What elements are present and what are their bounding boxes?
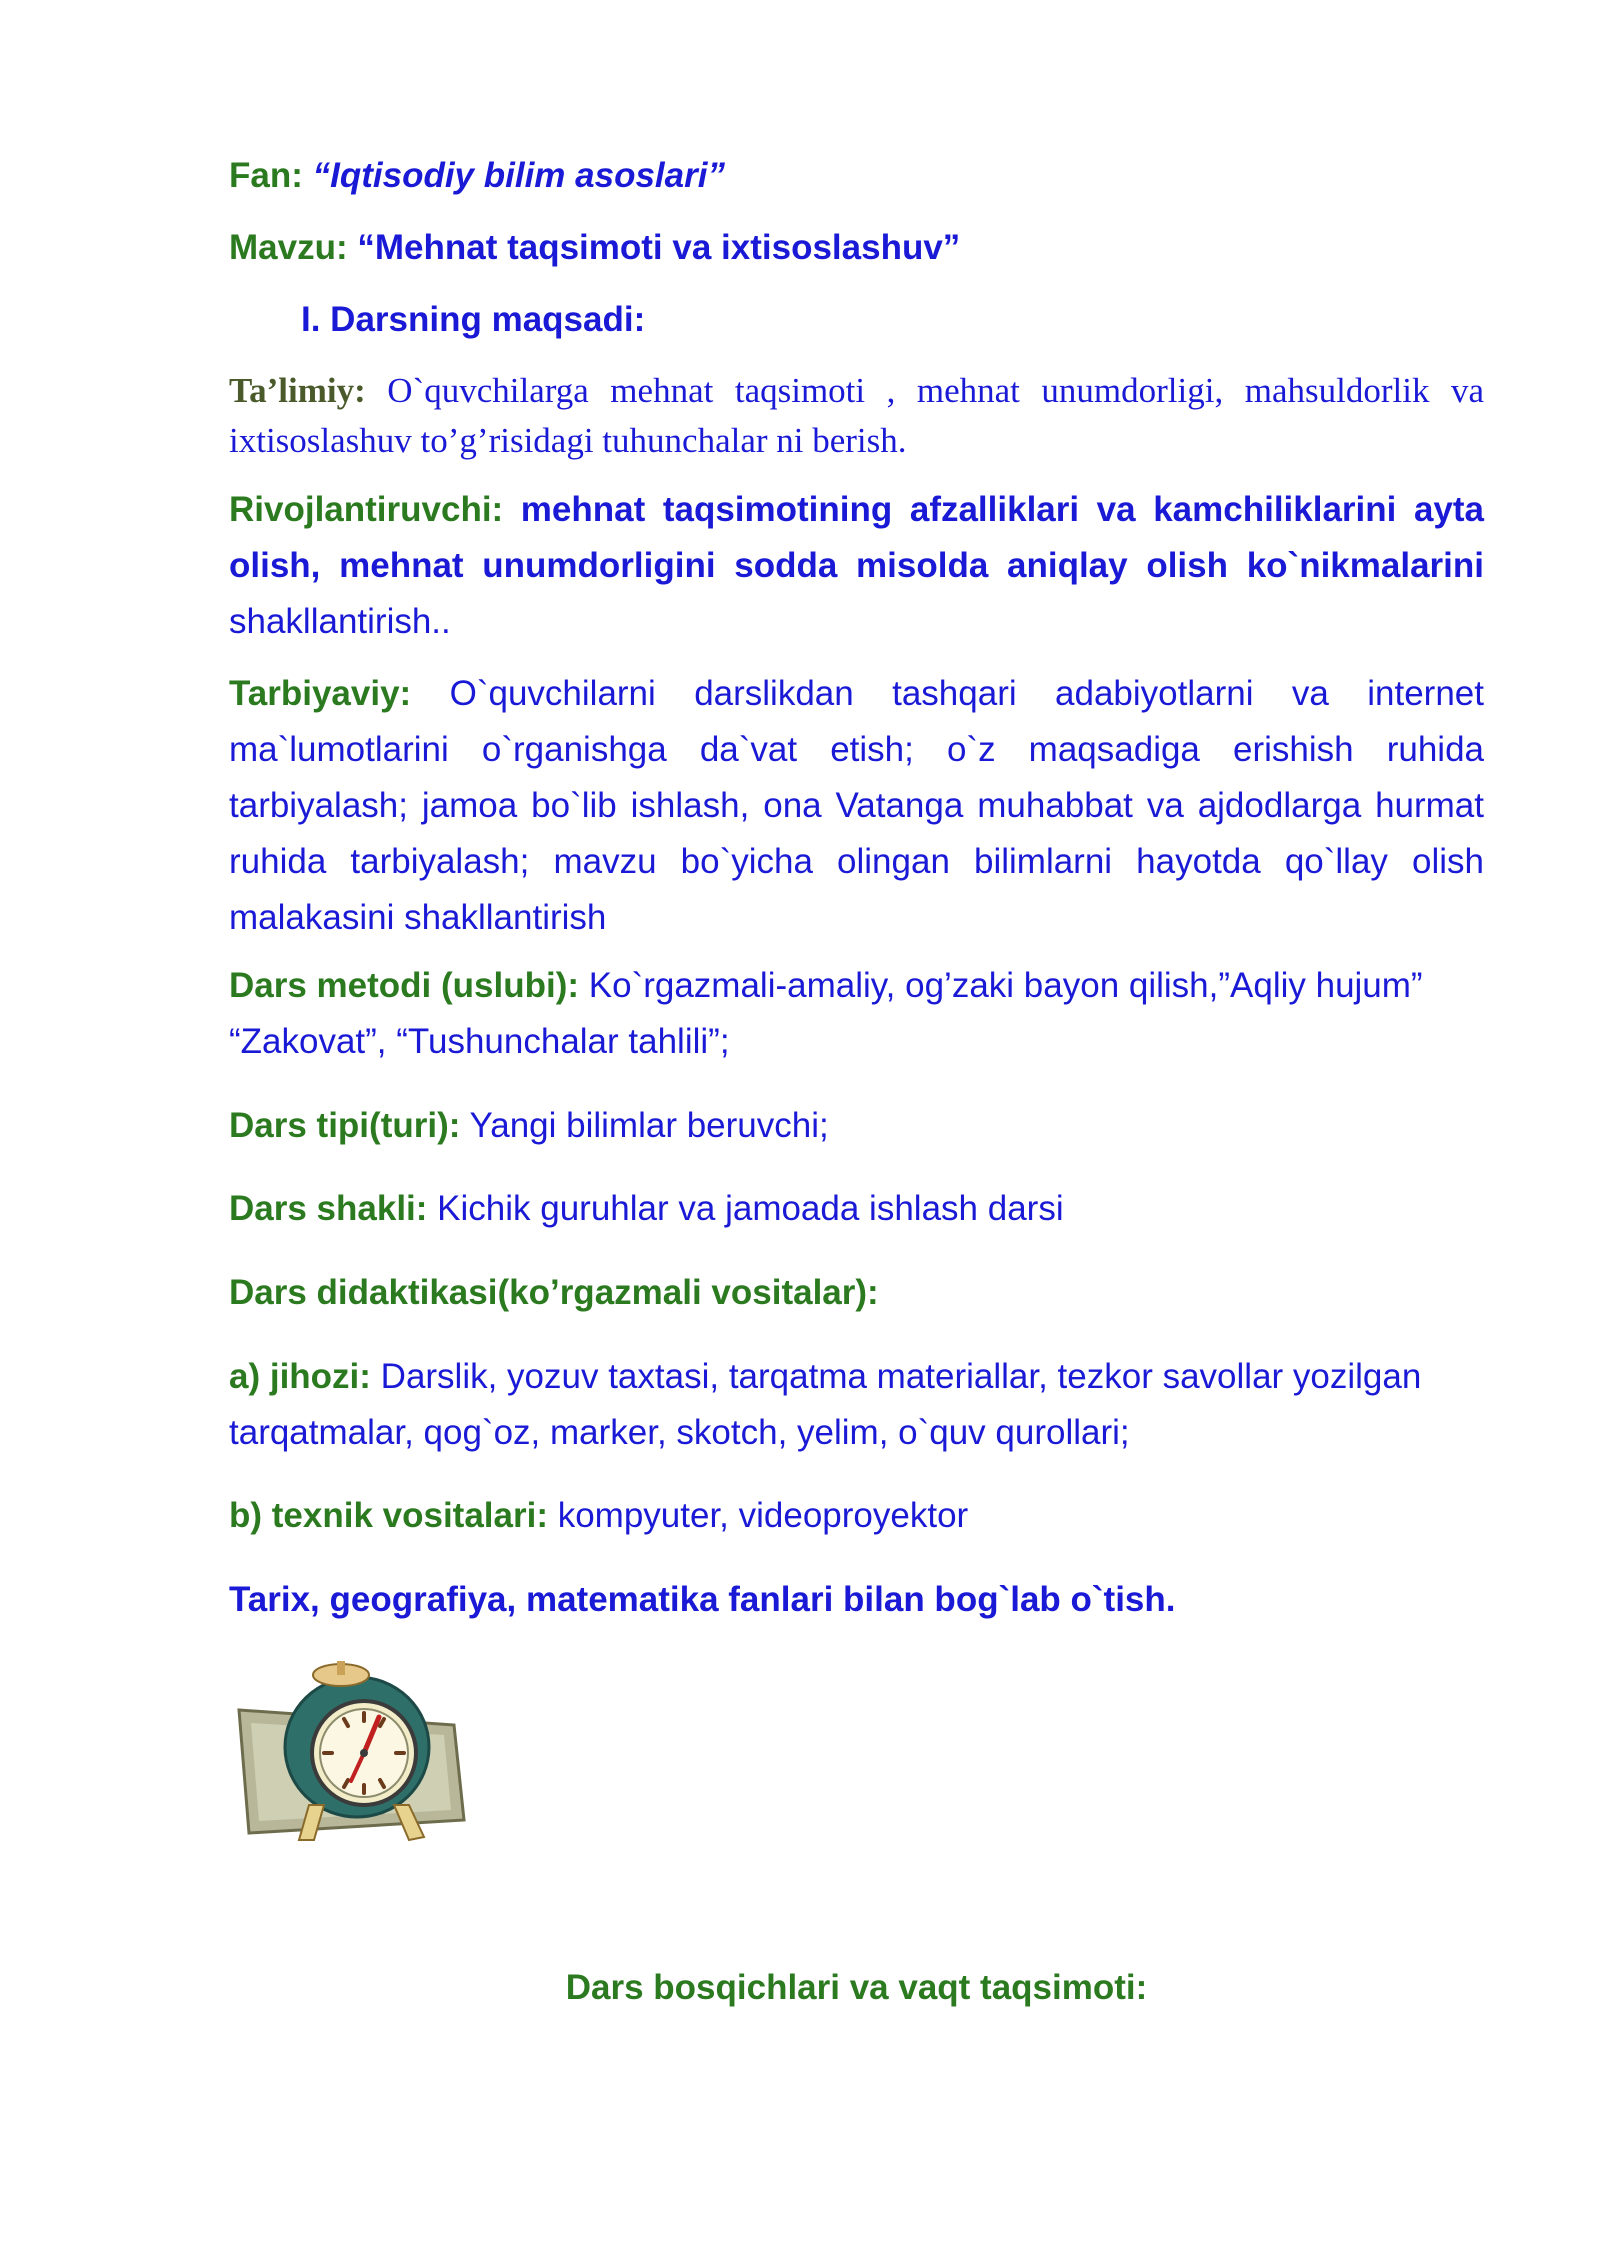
texnik-label: b) texnik vositalari: (229, 1496, 548, 1535)
mavzu-label: Mavzu: (229, 228, 348, 267)
fan-value: “Iqtisodiy bilim asoslari” (312, 156, 725, 195)
dars-tipi-label: Dars tipi(turi): (229, 1106, 461, 1145)
dars-metodi-text: Ko`rgazmali-amaliy, og’zaki bayon qilish,”Aqliy hujum” “Zakovat”, “Tushunchalar tahlili”; (229, 966, 1423, 1061)
jihozi-text: Darslik, yozuv taxtasi, tarqatma materiallar, tezkor savollar yozilgan tarqatmalar, qog`oz, marker, skotch, yelim, o`quv qurollari; (229, 1357, 1422, 1452)
dars-shakli-label: Dars shakli: (229, 1189, 428, 1228)
dars-tipi-line (229, 1098, 1484, 1154)
jihozi-label: a) jihozi: (229, 1357, 371, 1396)
talimiy-paragraph (229, 366, 1484, 466)
talimiy-label: Ta’limiy: (229, 371, 366, 410)
section-heading: I. Darsning maqsadi: (301, 300, 646, 339)
jihozi-paragraph (229, 1349, 1484, 1461)
fan-line (229, 148, 1484, 204)
dars-metodi-label: Dars metodi (uslubi): (229, 966, 580, 1005)
rivojlantiruvchi-paragraph (229, 482, 1484, 650)
bog-lab-line: Tarix, geografiya, matematika fanlari bilan bog`lab o`tish. (229, 1580, 1176, 1619)
dars-shakli-text: Kichik guruhlar va jamoada ishlash darsi (427, 1189, 1064, 1228)
dars-shakli-line (229, 1181, 1484, 1237)
rivojlantiruvchi-text: shakllantirish.. (229, 602, 451, 641)
alarm-clock-icon (229, 1655, 474, 1850)
tarbiyaviy-label: Tarbiyaviy: (229, 674, 412, 713)
tarbiyaviy-text: O`quvchilarni darslikdan tashqari adabiyotlarni va internet ma`lumotlarini o`rganishga da`vat etish; o`z maqsadiga erishish ruhida tarbiyalash; jamoa bo`lib ishlash, ona Vatanga muhabbat va ajdodlarga hurmat ruhida tarbiyalash; mavzu bo`yicha olingan bilimlarni hayotda qo`llay olish malakasini shakllantirish (229, 674, 1484, 937)
rivojlantiruvchi-text-bold: mehnat taqsimotining afzalliklari va kamchiliklarini ayta olish, mehnat unumdorligini sodda misolda aniqlay olish ko`nikmalarini (229, 490, 1484, 585)
mavzu-line (229, 220, 1484, 276)
bottom-heading: Dars bosqichlari va vaqt taqsimoti: (565, 1968, 1148, 2007)
fan-label: Fan: (229, 156, 303, 195)
dars-tipi-text: Yangi bilimlar beruvchi; (460, 1106, 829, 1145)
dars-didaktikasi-heading: Dars didaktikasi(ko’rgazmali vositalar): (229, 1273, 879, 1312)
texnik-line (229, 1488, 1484, 1544)
talimiy-text: O`quvchilarga mehnat taqsimoti , mehnat unumdorligi, mahsuldorlik va ixtisoslashuv to’g’risidagi tuhunchalar ni berish. (229, 371, 1484, 460)
rivojlantiruvchi-label: Rivojlantiruvchi: (229, 490, 504, 529)
dars-metodi-paragraph (229, 958, 1484, 1070)
mavzu-value: “Mehnat taqsimoti va ixtisoslashuv” (357, 228, 961, 267)
tarbiyaviy-paragraph (229, 666, 1484, 946)
texnik-text: kompyuter, videoproyektor (547, 1496, 969, 1535)
